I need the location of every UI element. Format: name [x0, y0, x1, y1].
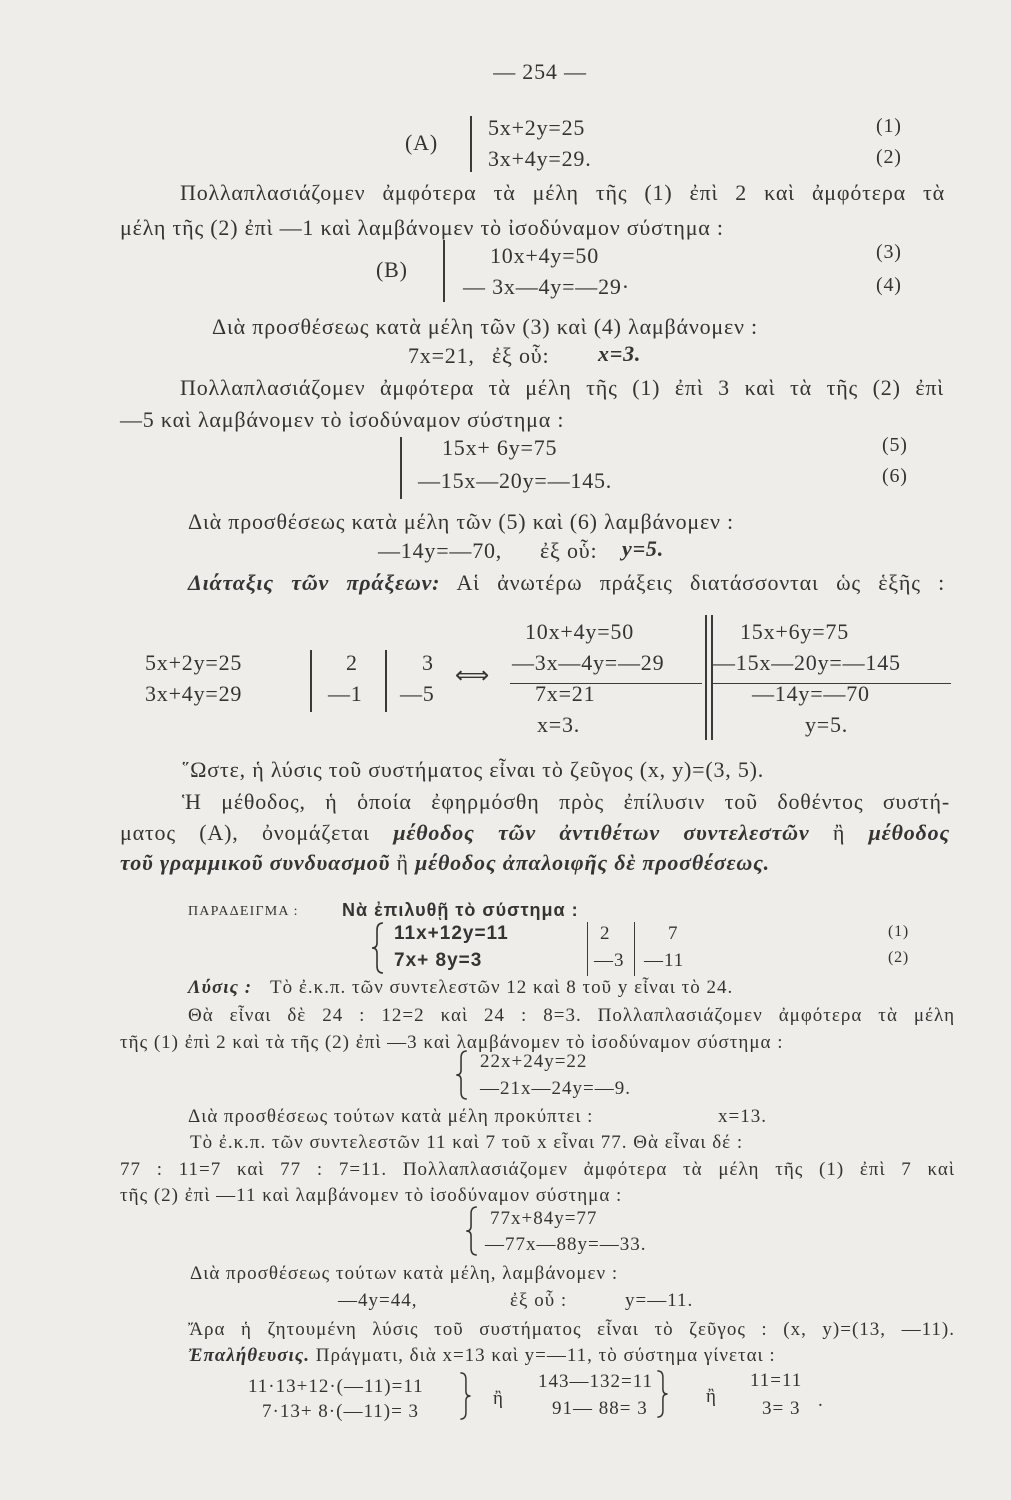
verification-label: Ἐπαλήθευσις. — [188, 1345, 310, 1366]
table-multiplier-first-row-2: —1 — [328, 681, 363, 706]
example-multiplier-first-2: —3 — [594, 950, 625, 971]
para-y-line-2: τῆς (1) ἐπὶ 2 καὶ τὰ τῆς (2) ἐπὶ —3 καὶ λαμβάνομεν τὸ ἰσοδύναμον σύστημα : — [120, 1032, 784, 1053]
method-line-2 — [120, 820, 950, 846]
method-name-1: μέθοδος τῶν ἀντιθέτων συντελεστῶν — [393, 820, 810, 845]
equation-number-3: (3) — [876, 241, 902, 263]
para-y-line-1: Θὰ εἶναι δὲ 24 : 12=2 καὶ 24 : 8=3. Πολλαπλασιάζομεν ἀμφότερα τὰ μέλη — [188, 1005, 955, 1026]
example-rule-1 — [587, 922, 588, 976]
verification-computed-1: 143—132=11 — [538, 1371, 654, 1392]
result-y-from-which: ἐξ οὗ : — [510, 1290, 568, 1311]
verification-right-brace-1 — [458, 1372, 472, 1420]
result-y-value: y=—11. — [625, 1290, 694, 1311]
addition1-text: Διὰ προσθέσεως κατὰ μέλη τῶν (3) καὶ (4) λαμβάνομεν : — [212, 314, 758, 339]
system-c-equation-2: —15x—20y=—145. — [418, 468, 613, 493]
table-double-rule-b — [711, 615, 713, 740]
para-x-line-2: 77 : 11=7 καὶ 77 : 7=11. Πολλαπλασιάζομεν ἀμφότερα τὰ μέλη τῆς (1) ἐπὶ 7 καὶ — [120, 1159, 955, 1180]
solution-line-1 — [188, 977, 733, 999]
equation-number-6: (6) — [882, 465, 908, 487]
system-a-equation-2: 3x+4y=29. — [488, 146, 592, 171]
method-or: ἢ — [832, 820, 846, 845]
addition1-solution: x=3. — [598, 341, 642, 366]
method-or: ἢ — [396, 850, 409, 875]
system-a-rule — [470, 116, 472, 172]
verification-text: Πράγματι, διὰ x=13 καὶ y=—11, τὸ σύστημα γίνεται : — [315, 1345, 776, 1366]
table-rule-2 — [385, 650, 387, 712]
system-a-equation-1: 5x+2y=25 — [488, 115, 586, 140]
step2-line-1: Πολλαπλασιάζομεν ἀμφότερα τὰ μέλη τῆς (1) ἐπὶ 3 καὶ τὰ τῆς (2) ἐπὶ — [180, 375, 944, 400]
table-eliminate-y-row-1: 10x+4y=50 — [525, 619, 635, 644]
equation-number-5: (5) — [882, 434, 908, 456]
table-eliminate-y-sum: 7x=21 — [535, 681, 596, 706]
verification-or-2: ἢ — [706, 1386, 717, 1407]
result-x: x=13. — [718, 1106, 767, 1127]
example-prompt: Νὰ ἐπιλυθῇ τὸ σύστημα : — [342, 900, 579, 920]
verification-substituted-1: 11·13+12·(—11)=11 — [248, 1376, 424, 1397]
example-equation-1: 11x+12y=11 — [394, 923, 509, 944]
table-solution-x: x=3. — [537, 712, 581, 737]
system-x-equation-2: —77x—88y=—33. — [485, 1234, 647, 1255]
verification-line — [188, 1345, 776, 1367]
addition1-from-which: ἐξ οὗ: — [492, 343, 550, 368]
table-eliminate-x-row-1: 15x+6y=75 — [740, 619, 850, 644]
system-a-label: (A) — [405, 130, 438, 155]
addition2-solution: y=5. — [622, 536, 665, 561]
system-b-equation-2: — 3x—4y=—29· — [463, 274, 630, 299]
verification-or-1: ἢ — [493, 1388, 504, 1409]
step1-line-2: μέλη τῆς (2) ἐπὶ —1 καὶ λαμβάνομεν τὸ ἰσοδύναμον σύστημα : — [120, 215, 724, 240]
para-x-line-1: Τὸ ἐ.κ.π. τῶν συντελεστῶν 11 καὶ 7 τοῦ x εἶναι 77. Θὰ εἶναι δέ : — [190, 1132, 744, 1153]
table-multiplier-second-row-1: 3 — [422, 650, 434, 675]
example-number-1: (1) — [888, 923, 910, 940]
solution-label: Λύσις : — [188, 977, 253, 998]
method-line-2-start: ματος (A), ὀνομάζεται — [120, 820, 370, 845]
example-rule-2 — [634, 922, 635, 976]
example-multiplier-first-1: 2 — [600, 923, 611, 944]
table-original-row-1: 5x+2y=25 — [145, 650, 243, 675]
step1-line-1: Πολλαπλασιάζομεν ἀμφότερα τὰ μέλη τῆς (1) ἐπὶ 2 καὶ ἀμφότερα τὰ — [180, 180, 945, 205]
page-number: — 254 — — [493, 59, 587, 84]
solution-lcm-y: Τὸ ἐ.κ.π. τῶν συντελεστῶν 12 καὶ 8 τοῦ y εἶναι τὸ 24. — [270, 977, 734, 998]
addition-x-text: Διὰ προσθέσεως τούτων κατὰ μέλη, λαμβάνομεν : — [190, 1263, 619, 1284]
result-y-equation: —4y=44, — [338, 1290, 418, 1311]
verification-right-brace-2 — [655, 1370, 669, 1418]
step2-line-2: —5 καὶ λαμβάνομεν τὸ ἰσοδύναμον σύστημα : — [120, 407, 565, 432]
example-multiplier-second-2: —11 — [644, 950, 685, 971]
method-line-3 — [120, 850, 770, 876]
system-x-equation-1: 77x+84y=77 — [490, 1208, 598, 1229]
system-c-equation-1: 15x+ 6y=75 — [442, 435, 558, 460]
arrangement-heading: Διάταξις τῶν πράξεων: — [188, 570, 441, 595]
table-eliminate-y-row-2: —3x—4y=—29 — [512, 650, 665, 675]
system-b-rule — [443, 240, 445, 302]
example-left-brace — [371, 922, 385, 974]
conclusion: ῞Ωστε, ἡ λύσις τοῦ συστήματος εἶναι τὸ ζεῦγος (x, y)=(3, 5). — [182, 757, 765, 782]
equation-number-2: (2) — [876, 146, 902, 168]
arrangement-text: Αἱ ἀνωτέρω πράξεις διατάσσονται ὡς ἑξῆς : — [456, 570, 945, 595]
addition1-result: 7x=21, — [408, 343, 475, 368]
table-sum-line-2 — [713, 683, 951, 684]
table-multiplier-second-row-2: —5 — [400, 681, 435, 706]
method-name-2-part-1: μέθοδος — [868, 820, 950, 845]
equivalence-arrow-icon: ⟺ — [455, 661, 491, 689]
arrangement-line — [188, 570, 945, 596]
example-label: ΠΑΡΑΔΕΙΓΜΑ : — [188, 904, 299, 919]
table-eliminate-x-row-2: —15x—20y=—145 — [713, 650, 901, 675]
method-line-1: Ἡ μέθοδος, ἡ ὁποία ἐφηρμόσθη πρὸς ἐπίλυσιν τοῦ δοθέντος συστή- — [182, 789, 950, 814]
example-equation-2: 7x+ 8y=3 — [394, 950, 483, 971]
addition2-text: Διὰ προσθέσεως κατὰ μέλη τῶν (5) καὶ (6) λαμβάνομεν : — [188, 509, 734, 534]
table-rule-1 — [310, 650, 312, 712]
example-number-2: (2) — [888, 949, 910, 966]
table-sum-line-1 — [510, 683, 702, 684]
example-answer: Ἄρα ἡ ζητουμένη λύσις τοῦ συστήματος εἶναι τὸ ζεῦγος : (x, y)=(13, —11). — [188, 1319, 955, 1340]
addition-y-text: Διὰ προσθέσεως τούτων κατὰ μέλη προκύπτει : — [188, 1106, 594, 1127]
system-c-rule — [400, 437, 402, 499]
table-double-rule-a — [705, 615, 707, 740]
table-eliminate-x-sum: —14y=—70 — [752, 681, 870, 706]
addition2-result: —14y=—70, — [378, 538, 503, 563]
equation-number-4: (4) — [876, 274, 902, 296]
equation-number-1: (1) — [876, 115, 902, 137]
addition2-from-which: ἐξ οὗ: — [540, 538, 598, 563]
verification-end-period: . — [818, 1390, 824, 1411]
system-y-equation-2: —21x—24y=—9. — [480, 1078, 631, 1099]
verification-final-1: 11=11 — [750, 1370, 803, 1391]
table-solution-y: y=5. — [805, 712, 849, 737]
system-y-left-brace — [455, 1050, 469, 1100]
verification-substituted-2: 7·13+ 8·(—11)= 3 — [262, 1401, 420, 1422]
system-x-left-brace — [465, 1206, 479, 1256]
table-original-row-2: 3x+4y=29 — [145, 681, 243, 706]
verification-computed-2: 91— 88= 3 — [552, 1398, 648, 1419]
example-multiplier-second-1: 7 — [668, 923, 679, 944]
system-b-label: (B) — [376, 257, 408, 282]
system-y-equation-1: 22x+24y=22 — [480, 1051, 588, 1072]
method-name-2-part-2: τοῦ γραμμικοῦ συνδυασμοῦ — [120, 850, 391, 875]
method-name-3: μέθοδος ἀπαλοιφῆς δὲ προσθέσεως. — [415, 850, 770, 875]
table-multiplier-first-row-1: 2 — [346, 650, 358, 675]
para-x-line-3: τῆς (2) ἐπὶ —11 καὶ λαμβάνομεν τὸ ἰσοδύναμον σύστημα : — [120, 1185, 623, 1206]
system-b-equation-1: 10x+4y=50 — [490, 243, 600, 268]
verification-final-2: 3= 3 — [762, 1398, 801, 1419]
